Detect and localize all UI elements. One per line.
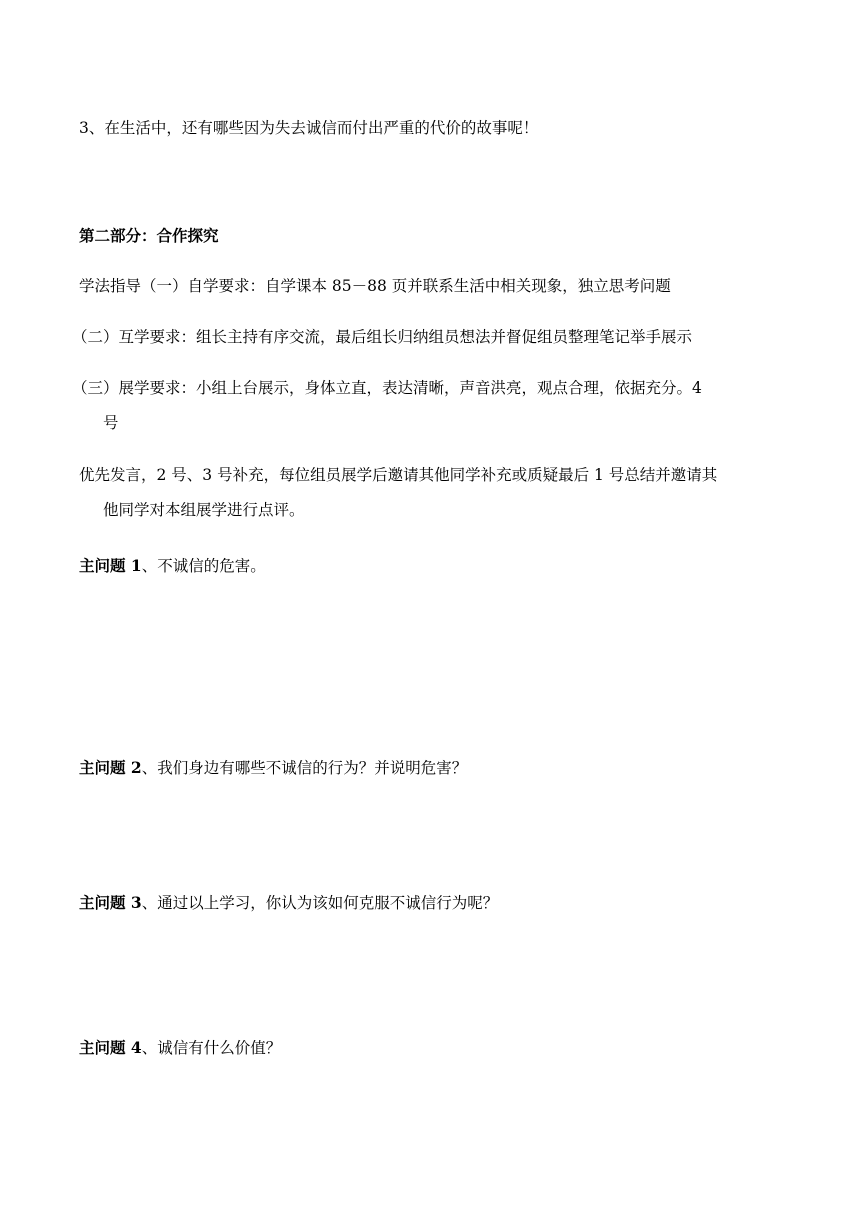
section-title: 第二部分：合作探究 [79,226,219,245]
main-question-3 [79,893,789,913]
speaking-order-line2: 他同学对本组展学进行点评。 [103,501,305,519]
show-study-requirement-line1: （三）展学要求：小组上台展示，身体立直，表达清晰，声音洪亮，观点合理，依据充分。4 [72,379,702,397]
main-question-4 [79,1038,789,1058]
main-question-4-text: 、诚信有什么价值？ [141,1039,282,1057]
main-question-3-label: 主问题 3 [79,893,142,912]
main-question-1-text: 、不诚信的危害。 [141,557,266,575]
main-question-2-text: 、我们身边有哪些不诚信的行为？并说明危害？ [141,759,468,777]
speaking-order-line1: 优先发言，2 号、3 号补充，每位组员展学后邀请其他同学补充或质疑最后 1 号总结并邀请其 [79,466,718,484]
mutual-study-requirement: （二）互学要求：组长主持有序交流，最后组长归纳组员想法并督促组员整理笔记举手展示 [72,328,693,346]
intro-question: 3、在生活中，还有哪些因为失去诚信而付出严重的代价的故事呢！ [79,119,539,137]
main-question-2-label: 主问题 2 [79,758,142,777]
main-question-2 [79,758,789,778]
main-question-1-label: 主问题 1 [79,556,142,575]
main-question-3-text: 、通过以上学习，你认为该如何克服不诚信行为呢？ [141,894,499,912]
main-question-1 [79,556,789,576]
show-study-requirement-line2: 号 [103,414,119,432]
self-study-requirement: 学法指导（一）自学要求：自学课本 85－88 页并联系生活中相关现象，独立思考问题 [79,277,671,295]
main-question-4-label: 主问题 4 [79,1038,142,1057]
